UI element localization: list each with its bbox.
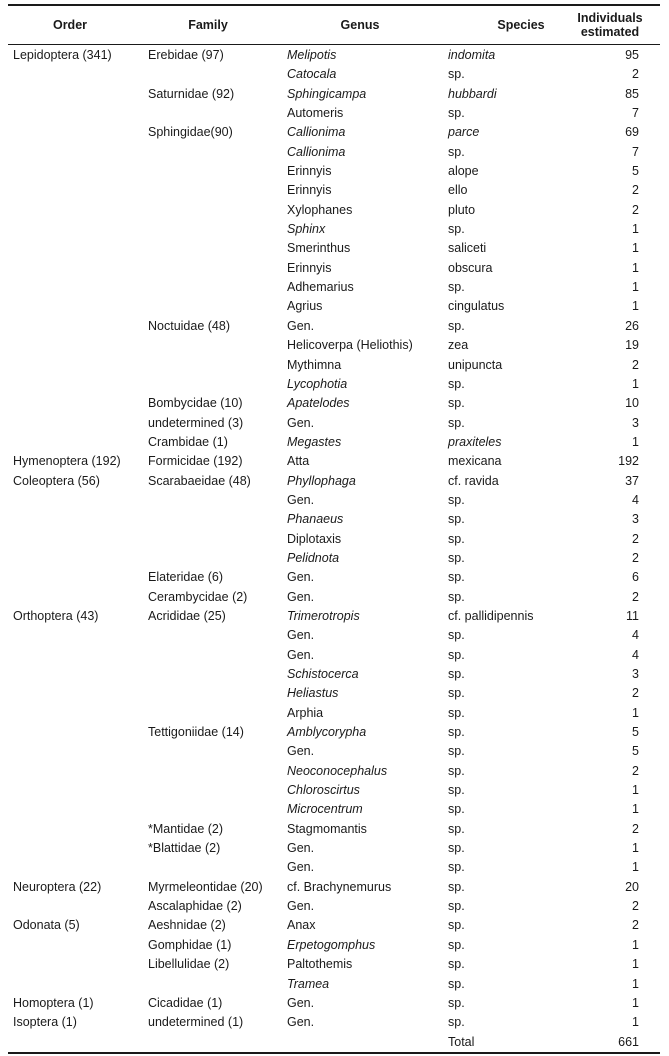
order-cell: Hymenoptera (192) <box>13 454 121 469</box>
family-cell: Noctuidae (48) <box>148 318 230 333</box>
genus-cell: Heliastus <box>287 686 339 701</box>
count-cell: 20 <box>625 879 639 894</box>
table-row <box>0 762 669 781</box>
table-row <box>0 626 669 645</box>
count-cell: 5 <box>632 744 639 759</box>
table-row <box>0 723 669 742</box>
family-cell: Bombycidae (10) <box>148 396 243 411</box>
table-row <box>0 85 669 104</box>
count-cell: 3 <box>632 512 639 527</box>
species-cell: sp. <box>448 628 465 643</box>
table-row <box>0 201 669 220</box>
genus-cell: Gen. <box>287 647 315 662</box>
table-row <box>0 1033 669 1052</box>
count-cell: 1 <box>632 995 639 1010</box>
genus-cell: Gen. <box>287 899 315 914</box>
header-species: Species <box>497 18 545 32</box>
family-cell: undetermined (3) <box>148 415 244 430</box>
genus-cell: Gen. <box>287 860 315 875</box>
count-cell: 4 <box>632 628 639 643</box>
header-individuals-line2: estimated <box>580 25 640 39</box>
genus-cell: Mythimna <box>287 357 342 372</box>
table-row <box>0 46 669 65</box>
table-row <box>0 414 669 433</box>
count-cell: 7 <box>632 144 639 159</box>
genus-cell: Gen. <box>287 415 315 430</box>
family-cell: Sphingidae(90) <box>148 125 233 140</box>
table-row <box>0 607 669 626</box>
table-row <box>0 568 669 587</box>
genus-cell: Diplotaxis <box>287 531 342 546</box>
header-order: Order <box>52 18 88 32</box>
genus-cell: Gen. <box>287 589 315 604</box>
species-cell: sp. <box>448 860 465 875</box>
count-cell: 85 <box>625 86 639 101</box>
genus-cell: Gen. <box>287 318 315 333</box>
genus-cell: Erinnyis <box>287 260 332 275</box>
table-row <box>0 491 669 510</box>
order-cell: Neuroptera (22) <box>13 879 102 894</box>
genus-cell: Microcentrum <box>287 802 363 817</box>
genus-cell: Chloroscirtus <box>287 783 360 798</box>
count-cell: 2 <box>632 899 639 914</box>
family-cell: Gomphidae (1) <box>148 937 232 952</box>
species-cell: sp. <box>448 144 465 159</box>
genus-cell: Xylophanes <box>287 202 353 217</box>
species-cell: sp. <box>448 995 465 1010</box>
genus-cell: Agrius <box>287 299 323 314</box>
species-cell: sp. <box>448 725 465 740</box>
species-cell: hubbardi <box>448 86 497 101</box>
genus-cell: Gen. <box>287 492 315 507</box>
species-cell: obscura <box>448 260 493 275</box>
count-cell: 26 <box>625 318 639 333</box>
table-row <box>0 104 669 123</box>
count-cell: 1 <box>632 376 639 391</box>
family-cell: Tettigoniidae (14) <box>148 725 244 740</box>
species-cell: sp. <box>448 415 465 430</box>
table-row <box>0 858 669 877</box>
table-row <box>0 317 669 336</box>
table-row <box>0 394 669 413</box>
count-cell: 1 <box>632 222 639 237</box>
table-row <box>0 259 669 278</box>
genus-cell: Sphinx <box>287 222 326 237</box>
table-row <box>0 472 669 491</box>
count-cell: 1 <box>632 841 639 856</box>
species-cell: sp. <box>448 589 465 604</box>
family-cell: Acrididae (25) <box>148 608 226 623</box>
count-cell: 1 <box>632 434 639 449</box>
table-row <box>0 181 669 200</box>
count-cell: 5 <box>632 725 639 740</box>
genus-cell: Megastes <box>287 434 342 449</box>
count-cell: 1 <box>632 976 639 991</box>
species-cell: sp. <box>448 667 465 681</box>
genus-cell: Gen. <box>287 744 315 759</box>
count-cell: 1 <box>632 860 639 875</box>
table-row <box>0 994 669 1013</box>
genus-cell: Helicoverpa (Heliothis) <box>287 338 413 353</box>
family-cell: Scarabaeidae (48) <box>148 473 251 488</box>
count-cell: 19 <box>625 338 639 353</box>
table-row <box>0 897 669 916</box>
table-row <box>0 356 669 375</box>
count-cell: 2 <box>632 531 639 546</box>
table-row <box>0 839 669 858</box>
species-cell: cingulatus <box>448 299 505 314</box>
count-cell: 2 <box>632 821 639 836</box>
table-row <box>0 955 669 974</box>
species-cell: sp. <box>448 550 465 565</box>
genus-cell: Neoconocephalus <box>287 763 388 778</box>
table-body <box>0 46 669 1052</box>
species-cell: sp. <box>448 531 465 546</box>
table-row <box>0 1013 669 1032</box>
count-cell: 2 <box>632 357 639 372</box>
family-cell: Saturnidae (92) <box>148 86 235 101</box>
order-cell: Orthoptera (43) <box>13 608 99 623</box>
family-cell: Cicadidae (1) <box>148 995 223 1010</box>
header-individuals-estimated <box>560 6 660 44</box>
order-cell: Isoptera (1) <box>13 1015 77 1030</box>
genus-cell: Erpetogomphus <box>287 937 376 952</box>
genus-cell: Atta <box>287 454 310 469</box>
count-cell: 1 <box>632 957 639 972</box>
genus-cell: Gen. <box>287 995 315 1010</box>
species-cell: ello <box>448 183 468 198</box>
table-row <box>0 916 669 935</box>
table-row <box>0 878 669 897</box>
species-cell: praxiteles <box>448 434 502 449</box>
species-cell: sp. <box>448 570 465 585</box>
species-cell: sp. <box>448 396 465 411</box>
family-cell: *Blattidae (2) <box>148 841 221 856</box>
genus-cell: Paltothemis <box>287 957 353 972</box>
species-cell: sp. <box>448 937 465 952</box>
table-row <box>0 510 669 529</box>
family-cell: Erebidae (97) <box>148 48 224 62</box>
genus-cell: Sphingicampa <box>287 86 367 101</box>
species-cell: mexicana <box>448 454 502 469</box>
table-row <box>0 65 669 84</box>
genus-cell: Stagmomantis <box>287 821 367 836</box>
species-cell: sp. <box>448 957 465 972</box>
species-cell: sp. <box>448 647 465 662</box>
species-cell: sp. <box>448 1015 465 1030</box>
genus-cell: Adhemarius <box>287 280 354 295</box>
family-cell: Cerambycidae (2) <box>148 589 248 604</box>
genus-cell: Automeris <box>287 106 344 121</box>
count-cell: 1 <box>632 280 639 295</box>
count-cell: 1 <box>632 802 639 817</box>
genus-cell: Gen. <box>287 841 315 856</box>
count-cell: 2 <box>632 763 639 778</box>
genus-cell: Smerinthus <box>287 241 351 256</box>
count-cell: 5 <box>632 164 639 179</box>
genus-cell: Callionima <box>287 125 346 140</box>
genus-cell: Gen. <box>287 628 315 643</box>
table-row <box>0 530 669 549</box>
genus-cell: Melipotis <box>287 48 337 62</box>
table-row <box>0 800 669 819</box>
species-cell: sp. <box>448 492 465 507</box>
count-cell: 661 <box>618 1034 639 1049</box>
genus-cell: Arphia <box>287 705 324 720</box>
genus-cell: Catocala <box>287 67 337 82</box>
count-cell: 1 <box>632 705 639 720</box>
genus-cell: Lycophotia <box>287 376 348 391</box>
order-cell: Lepidoptera (341) <box>13 48 112 62</box>
table-row <box>0 297 669 316</box>
family-cell: Elateridae (6) <box>148 570 224 585</box>
table-row <box>0 588 669 607</box>
count-cell: 2 <box>632 550 639 565</box>
species-cell: sp. <box>448 705 465 720</box>
table-row <box>0 336 669 355</box>
table-row <box>0 936 669 955</box>
table-row <box>0 665 669 684</box>
family-cell: *Mantidae (2) <box>148 821 224 836</box>
genus-cell: Erinnyis <box>287 164 332 179</box>
genus-cell: Gen. <box>287 570 315 585</box>
genus-cell: Phyllophaga <box>287 473 356 488</box>
species-cell: saliceti <box>448 241 487 256</box>
table-row <box>0 239 669 258</box>
family-cell: undetermined (1) <box>148 1015 244 1030</box>
table-row <box>0 781 669 800</box>
genus-cell: Pelidnota <box>287 550 340 565</box>
count-cell: 1 <box>632 1015 639 1030</box>
count-cell: 95 <box>625 48 639 62</box>
species-cell: sp. <box>448 222 465 237</box>
family-cell: Formicidae (192) <box>148 454 243 469</box>
genus-cell: Erinnyis <box>287 183 332 198</box>
count-cell: 1 <box>632 783 639 798</box>
table-row <box>0 742 669 761</box>
order-cell: Coleoptera (56) <box>13 473 100 488</box>
count-cell: 4 <box>632 647 639 662</box>
table-row <box>0 220 669 239</box>
table-row <box>0 704 669 723</box>
species-cell: sp. <box>448 802 465 817</box>
count-cell: 192 <box>618 454 639 469</box>
order-cell: Homoptera (1) <box>13 995 94 1010</box>
species-cell: sp. <box>448 512 465 527</box>
species-cell: alope <box>448 164 479 179</box>
table-bottom-rule <box>8 1052 660 1054</box>
count-cell: 2 <box>632 686 639 701</box>
count-cell: 37 <box>625 473 639 488</box>
family-cell: Myrmeleontidae (20) <box>148 879 263 894</box>
genus-cell: Phanaeus <box>287 512 344 527</box>
count-cell: 4 <box>632 492 639 507</box>
count-cell: 11 <box>626 608 639 623</box>
species-cell: Total <box>448 1034 475 1049</box>
species-cell: sp. <box>448 821 465 836</box>
genus-cell: Tramea <box>287 976 330 991</box>
count-cell: 2 <box>632 67 639 82</box>
species-cell: sp. <box>448 744 465 759</box>
genus-cell: cf. Brachynemurus <box>287 879 392 894</box>
header-rule <box>8 44 660 45</box>
count-cell: 6 <box>632 570 639 585</box>
species-cell: cf. ravida <box>448 473 499 488</box>
species-cell: sp. <box>448 318 465 333</box>
species-cell: sp. <box>448 763 465 778</box>
table-row <box>0 375 669 394</box>
table-row <box>0 452 669 471</box>
table-row <box>0 162 669 181</box>
species-cell: sp. <box>448 899 465 914</box>
table-row <box>0 278 669 297</box>
species-cell: sp. <box>448 106 465 121</box>
count-cell: 7 <box>632 106 639 121</box>
count-cell: 2 <box>632 918 639 933</box>
species-cell: sp. <box>448 841 465 856</box>
species-cell: parce <box>448 125 480 140</box>
species-cell: indomita <box>448 48 496 62</box>
genus-cell: Apatelodes <box>287 396 350 411</box>
count-cell: 2 <box>632 202 639 217</box>
species-cell: cf. pallidipennis <box>448 608 534 623</box>
species-cell: sp. <box>448 976 465 991</box>
header-genus: Genus <box>340 18 380 32</box>
species-cell: zea <box>448 338 469 353</box>
family-cell: Crambidae (1) <box>148 434 228 449</box>
count-cell: 2 <box>632 589 639 604</box>
species-cell: pluto <box>448 202 476 217</box>
family-cell: Libellulidae (2) <box>148 957 230 972</box>
table-row <box>0 549 669 568</box>
table-row <box>0 143 669 162</box>
species-cell: sp. <box>448 918 465 933</box>
genus-cell: Anax <box>287 918 316 933</box>
species-cell: sp. <box>448 879 465 894</box>
table-row <box>0 975 669 994</box>
header-individuals-line1: Individuals <box>577 11 643 25</box>
genus-cell: Gen. <box>287 1015 315 1030</box>
genus-cell: Schistocerca <box>287 667 359 681</box>
genus-cell: Callionima <box>287 144 346 159</box>
table-row <box>0 433 669 452</box>
count-cell: 2 <box>632 183 639 198</box>
family-cell: Aeshnidae (2) <box>148 918 226 933</box>
table-row <box>0 684 669 703</box>
count-cell: 69 <box>625 125 639 140</box>
count-cell: 1 <box>632 260 639 275</box>
count-cell: 1 <box>632 937 639 952</box>
count-cell: 3 <box>632 667 639 681</box>
species-cell: sp. <box>448 376 465 391</box>
count-cell: 3 <box>632 415 639 430</box>
table-row <box>0 646 669 665</box>
table-row <box>0 820 669 839</box>
header-family: Family <box>188 18 228 32</box>
species-cell: sp. <box>448 686 465 701</box>
count-cell: 1 <box>632 299 639 314</box>
order-cell: Odonata (5) <box>13 918 80 933</box>
genus-cell: Amblycorypha <box>287 725 367 740</box>
species-cell: sp. <box>448 280 465 295</box>
count-cell: 10 <box>625 396 639 411</box>
species-cell: unipuncta <box>448 357 503 372</box>
table-row <box>0 123 669 142</box>
count-cell: 1 <box>632 241 639 256</box>
family-cell: Ascalaphidae (2) <box>148 899 242 914</box>
species-cell: sp. <box>448 783 465 798</box>
species-cell: sp. <box>448 67 465 82</box>
genus-cell: Trimerotropis <box>287 608 360 623</box>
